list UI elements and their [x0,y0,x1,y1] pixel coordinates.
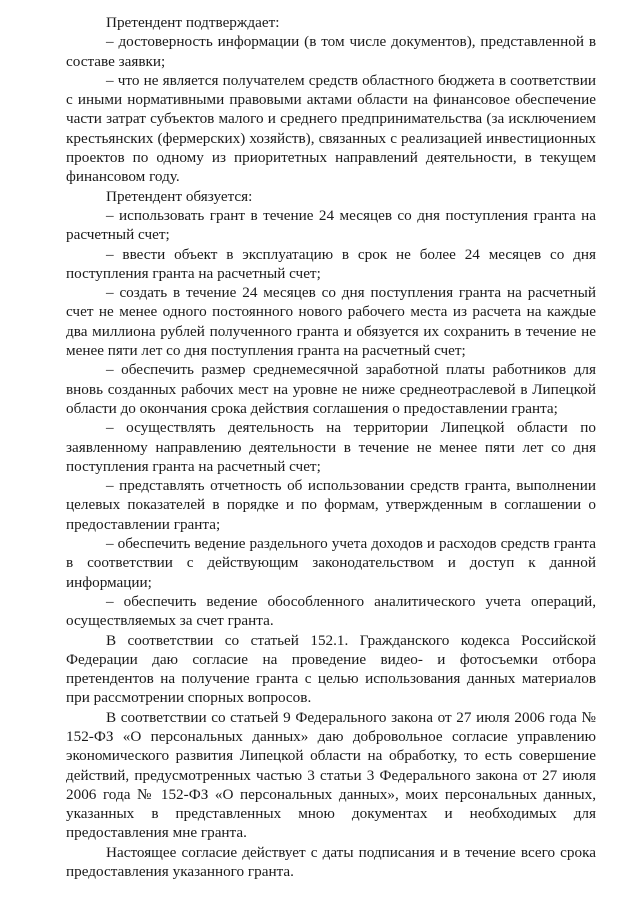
paragraph-consent-validity: Настоящее согласие действует с даты подписания и в течение всего срока предоставления указанного гранта. [66,843,596,881]
paragraph-use-grant: – использовать грант в течение 24 месяцев со дня поступления гранта на расчетный счет; [66,206,596,244]
document-body [66,13,596,881]
paragraph-obligations-heading: Претендент обязуется: [106,187,253,205]
paragraph-separate-accounting: – обеспечить ведение раздельного учета доходов и расходов средств гранта в соответствии с действующим законодательством и доступ к данной информации; [66,535,596,591]
paragraph-not-budget-recipient: – что не является получателем средств областного бюджета в соответствии с иными нормативными правовыми актами области на финансовое обеспечение части затрат субъектов малого и среднего предпринимательства (за исключением крестьянских (фермерских) хозяйств), связанных с реализацией инвестиционных проектов по одному из приоритетных направлений деятельности, в текущем финансовом году. [66,71,596,186]
paragraph-create-jobs: – создать в течение 24 месяцев со дня поступления гранта на расчетный счет не менее одного постоянного нового рабочего места из расчета на каждые два миллиона рублей полученного гранта и обязуется их сохранить в течение не менее пяти лет со дня поступления гранта на расчетный счет; [66,284,596,360]
paragraph-operate-in-region: – осуществлять деятельность на территории Липецкой области по заявленному направлению деятельности в течение не менее пяти лет со дня поступления гранта на расчетный счет; [66,419,596,475]
paragraph-commission-object: – ввести объект в эксплуатацию в срок не более 24 месяцев со дня поступления гранта на расчетный счет; [66,245,596,282]
paragraph-analytical-accounting: – обеспечить ведение обособленного аналитического учета операций, осуществляемых за счет гранта. [66,592,596,630]
paragraph-personal-data-consent: В соответствии со статьей 9 Федерального закона от 27 июля 2006 года № 152-ФЗ «О персональных данных» даю добровольное согласие управлению экономического развития Липецкой области на обработку, то есть совершение действий, предусмотренных частью 3 статьи 3 Федерального закона от 27 июля 2006 года № 152-ФЗ «О персональных данных», моих персональных данных, указанных в представленных мною документах и необходимых для предоставления мне гранта. [66,708,596,842]
paragraph-video-consent: В соответствии со статьей 152.1. Гражданского кодекса Российской Федерации даю согласие на проведение видео- и фотосъемки отбора претендентов на получение гранта с целью использования данных материалов при рассмотрении спорных вопросов. [66,631,596,707]
paragraph-reporting: – представлять отчетность об использовании средств гранта, выполнении целевых показателей в порядке и по формам, утвержденным в соглашении о предоставлении гранта; [66,477,596,533]
paragraph-average-salary: – обеспечить размер среднемесячной заработной платы работников для вновь созданных рабочих мест на уровне не ниже среднеотраслевой в Липецкой области до окончания срока действия соглашения о предоставлении гранта; [66,361,596,417]
paragraph-confirms-heading: Претендент подтверждает: [106,14,280,31]
paragraph-info-accuracy: – достоверность информации (в том числе документов), представленной в составе заявки; [66,33,596,70]
